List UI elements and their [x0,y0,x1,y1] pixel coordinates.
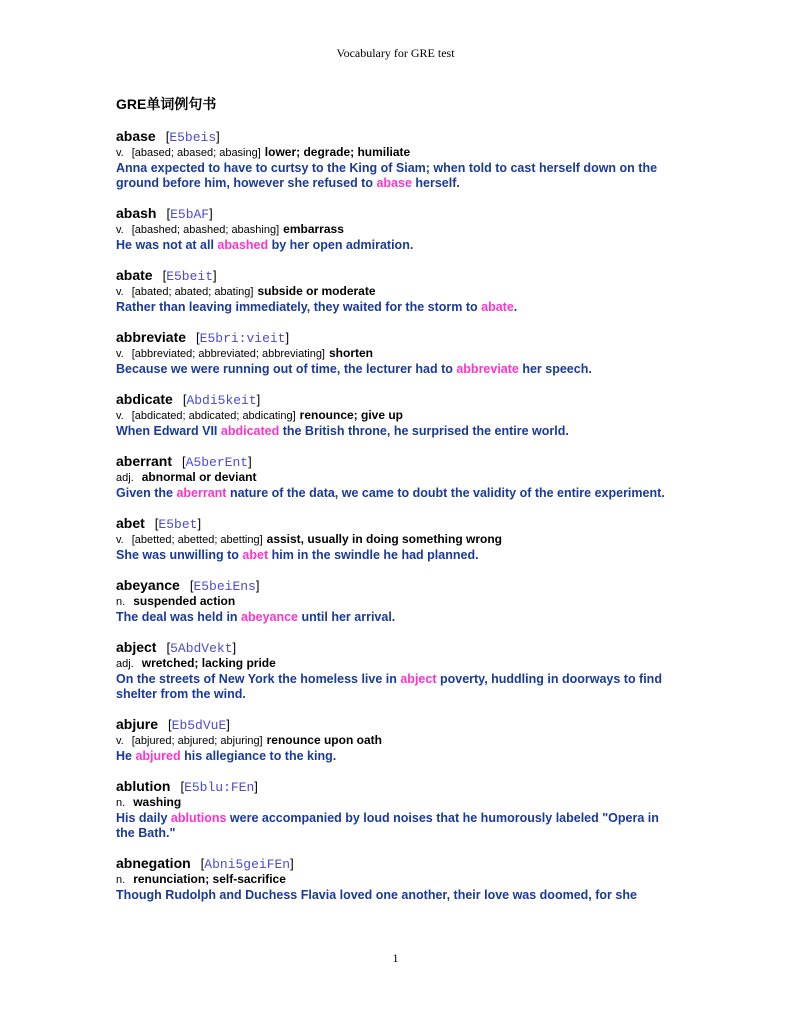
inflected-forms: [abased; abased; abasing] [131,147,261,159]
definition-line [116,872,676,888]
example-text-after: her speech. [518,362,592,376]
entry-headline [116,391,676,408]
vocab-entry [116,639,676,702]
example-text-before: He [116,749,136,763]
example-sentence [116,300,676,315]
headword: abase [116,128,156,144]
entry-headline [116,128,676,145]
part-of-speech: v. [116,224,124,236]
example-highlight: abate [481,300,514,314]
example-sentence [116,486,676,501]
pronunciation: [E5beis] [165,129,220,145]
entry-headline [116,205,676,222]
inflected-forms: [abdicated; abdicated; abdicating] [131,410,296,422]
definition-line [116,470,676,486]
definition: shorten [329,346,374,360]
example-text-before: Rather than leaving immediately, they waited for the storm to [116,300,482,314]
inflected-forms: [abashed; abashed; abashing] [131,224,280,236]
definition: renounce upon oath [266,733,382,747]
headword: abet [116,515,145,531]
part-of-speech: v. [116,286,124,298]
inflected-forms: [abjured; abjured; abjuring] [131,735,263,747]
pronunciation: [5AbdVekt] [166,640,237,656]
headword: abdicate [116,391,173,407]
pronunciation: [E5bri:vieit] [196,330,290,346]
example-highlight: abase [376,176,412,190]
pronunciation: [Abdi5keit] [182,392,261,408]
vocab-entry [116,128,676,191]
part-of-speech: v. [116,735,124,747]
definition: embarrass [283,222,344,236]
vocab-entry [116,329,676,377]
page-number: 1 [392,951,399,965]
example-text-before: When Edward VII [116,424,221,438]
part-of-speech: adj. [116,658,134,670]
example-highlight: abbreviate [456,362,519,376]
headword: abject [116,639,157,655]
example-highlight: abet [242,548,269,562]
definition: subside or moderate [257,284,376,298]
part-of-speech: v. [116,348,124,360]
definition: abnormal or deviant [141,470,257,484]
definition: wretched; lacking pride [141,656,276,670]
pronunciation-text: 5AbdVekt [170,641,233,656]
pronunciation-text: E5beiEns [193,579,256,594]
example-sentence [116,161,676,191]
part-of-speech: adj. [116,472,134,484]
entry-headline [116,577,676,594]
example-text-after: were accompanied by loud noises that he humorously labeled "Opera in the Bath." [116,811,659,840]
example-highlight: aberrant [176,486,227,500]
example-text-after: poverty, huddling in doorways to find shelter from the wind. [116,672,662,701]
definition-line [116,594,676,610]
definition: assist, usually in doing something wrong [266,532,502,546]
pronunciation-text: Abdi5keit [186,393,257,408]
definition-line [116,145,676,161]
headword: ablution [116,778,171,794]
inflected-forms: [abbreviated; abbreviated; abbreviating] [131,348,325,360]
pronunciation: [E5beiEns] [189,578,260,594]
entry-headline [116,855,676,872]
pronunciation-text: Abni5geiFEn [204,857,291,872]
headword: abbreviate [116,329,187,345]
pronunciation: [E5blu:FEn] [180,779,258,795]
inflected-forms: [abated; abated; abating] [131,286,254,298]
vocab-entry [116,453,676,501]
entry-headline [116,515,676,532]
example-sentence [116,548,676,563]
vocab-entry [116,391,676,439]
headword: abnegation [116,855,191,871]
entry-headline [116,778,676,795]
example-sentence [116,672,676,702]
pronunciation-text: A5berEnt [185,455,249,470]
example-text-before: Though Rudolph and Duchess Flavia loved one another, their love was doomed, for she [116,888,637,902]
entry-headline [116,329,676,346]
headword: abash [116,205,157,221]
pronunciation: [E5bAF] [166,206,213,222]
pronunciation: [E5beit] [162,268,217,284]
pronunciation-text: E5beit [166,269,214,284]
example-text-after: . [513,300,518,314]
definition: washing [133,795,182,809]
example-highlight: abashed [217,238,269,252]
example-text-after: nature of the data, we came to doubt the validity of the entire experiment. [226,486,665,500]
document-title: GRE单词例句书 [116,96,217,112]
vocabulary-list [116,128,676,917]
pronunciation-text: E5bet [158,517,198,532]
example-sentence [116,610,676,625]
definition-line [116,222,676,238]
definition-line [116,408,676,424]
headword: aberrant [116,453,173,469]
definition-line [116,733,676,749]
pronunciation: [E5bet] [154,516,202,532]
example-text-after: his allegiance to the king. [180,749,337,763]
page-header: Vocabulary for GRE test [336,46,455,60]
example-sentence [116,749,676,764]
example-text-after: until her arrival. [298,610,396,624]
example-text-before: His daily [116,811,171,825]
pronunciation-text: E5blu:FEn [184,780,255,795]
definition: renunciation; self-sacrifice [133,872,286,886]
example-text-after: him in the swindle he had planned. [268,548,479,562]
entry-headline [116,453,676,470]
entry-headline [116,267,676,284]
example-highlight: abjured [135,749,181,763]
vocab-entry [116,855,676,903]
example-text-before: Anna expected to have to curtsy to the King of Siam; when told to cast herself down on the ground before him, however she refused to [116,161,658,190]
example-sentence [116,888,676,903]
definition-line [116,346,676,362]
example-text-before: She was unwilling to [116,548,243,562]
example-text-before: The deal was held in [116,610,242,624]
part-of-speech: n. [116,797,126,809]
definition-line [116,656,676,672]
entry-headline [116,716,676,733]
pronunciation: [Eb5dVuE] [168,717,230,733]
definition-line [116,284,676,300]
headword: abjure [116,716,159,732]
definition: lower; degrade; humiliate [264,145,411,159]
pronunciation-text: E5beis [169,130,217,145]
part-of-speech: v. [116,147,124,159]
part-of-speech: v. [116,534,124,546]
part-of-speech: v. [116,410,124,422]
vocab-entry [116,778,676,841]
inflected-forms: [abetted; abetted; abetting] [131,534,263,546]
vocab-entry [116,716,676,764]
example-highlight: abject [400,672,437,686]
definition-line [116,795,676,811]
example-sentence [116,811,676,841]
definition: suspended action [133,594,236,608]
example-text-after: the British throne, he surprised the entire world. [279,424,569,438]
headword: abeyance [116,577,180,593]
pronunciation-text: Eb5dVuE [171,718,227,733]
entry-headline [116,639,676,656]
pronunciation: [A5berEnt] [182,454,252,470]
pronunciation-text: E5bri:vieit [199,331,286,346]
example-highlight: ablutions [170,811,227,825]
definition-line [116,532,676,548]
vocab-entry [116,205,676,253]
example-text-before: He was not at all [116,238,218,252]
definition: renounce; give up [299,408,404,422]
vocab-entry [116,515,676,563]
example-sentence [116,238,676,253]
pronunciation: [Abni5geiFEn] [200,856,294,872]
headword: abate [116,267,153,283]
example-text-before: On the streets of New York the homeless live in [116,672,401,686]
part-of-speech: n. [116,596,126,608]
part-of-speech: n. [116,874,126,886]
vocab-entry [116,267,676,315]
example-text-before: Because we were running out of time, the lecturer had to [116,362,457,376]
pronunciation-text: E5bAF [170,207,210,222]
example-text-after: by her open admiration. [268,238,414,252]
example-text-before: Given the [116,486,177,500]
example-highlight: abdicated [220,424,280,438]
example-text-after: herself. [411,176,460,190]
example-highlight: abeyance [241,610,299,624]
vocab-entry [116,577,676,625]
example-sentence [116,362,676,377]
example-sentence [116,424,676,439]
